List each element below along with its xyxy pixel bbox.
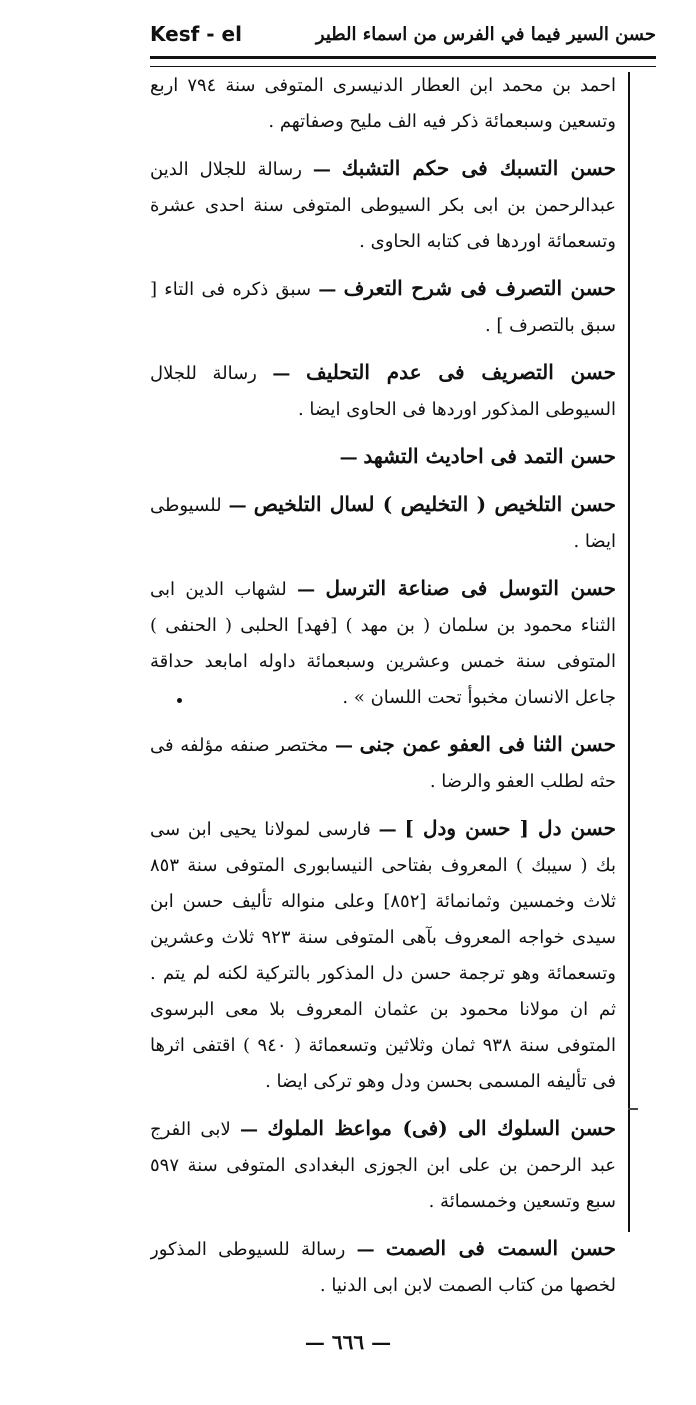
entry-title: حسن السلوك الى (فى) مواعظ الملوك — [267, 1116, 616, 1140]
entry — [150, 150, 616, 260]
margin-tick — [628, 1108, 638, 1110]
entry-title: حسن التصريف فى عدم التحليف — [306, 360, 616, 384]
entry — [150, 354, 616, 428]
page-header — [150, 18, 656, 50]
entry — [150, 1314, 616, 1318]
entry — [150, 438, 616, 476]
entry — [150, 726, 616, 800]
entry-title: حسن التمد فى احاديث التشهد — [363, 444, 616, 468]
entry-separator: — — [228, 495, 247, 516]
entry-separator: — — [318, 279, 337, 300]
entry-title: حسن دل [ حسن ودل ] — [404, 816, 616, 840]
entry-separator: — — [272, 363, 291, 384]
entry — [150, 1110, 616, 1220]
entry-separator: — — [335, 735, 353, 756]
ink-dot — [177, 698, 182, 703]
entry — [150, 1230, 616, 1304]
entry — [150, 486, 616, 560]
entry-separator: — — [356, 1239, 375, 1260]
entry-separator: — — [312, 159, 331, 180]
entry-title: حسن التصرف فى شرح التعرف — [343, 276, 616, 300]
entries-column — [150, 68, 616, 1318]
header-book-title: Kesf - el — [150, 22, 242, 46]
entry — [150, 570, 616, 716]
entry — [150, 270, 616, 344]
margin-rule — [628, 72, 630, 1232]
entry-continuation — [150, 68, 616, 140]
entry-text: احمد بن محمد ابن العطار الدنيسرى المتوفى سنة ٧٩٤ اربع وتسعين وسبعمائة ذكر فيه الف مليح وصفاتهم . — [150, 75, 616, 132]
entry-text: رسالة للجلال السيوطى المذكور اوردها فى الحاوى ايضا . — [150, 363, 616, 420]
entry-separator: — — [297, 579, 316, 600]
entry-text: رسالة للجلال الدين عبدالرحمن بن ابى بكر السيوطى المتوفى سنة احدى عشرة وتسعمائة اوردها فى كتابه الحاوى . — [150, 159, 616, 252]
entry-separator: — — [339, 447, 358, 468]
entry-separator: — — [378, 819, 397, 840]
entry-title: حسن التلخيص ( التخليص ) لسال التلخيص — [253, 492, 616, 516]
entry — [150, 810, 616, 1100]
entry-text: سبق ذكره فى التاء [ سبق بالتصرف ] . — [150, 279, 616, 336]
entry-separator: — — [240, 1119, 259, 1140]
entry-text: فارسى لمولانا يحيى ابن سى بك ( سيبك ) المعروف بفتاحى النيسابورى المتوفى سنة ٨٥٣ ثلاث وخمسين وثمانمائة [٨٥٢] وعلى منواله تأليف حسن ابن سيدى خواجه المعروف بآهى المتوفى سنة ٩٢٣ ثلاث وعشرين وتسعمائة وهو ترجمة حسن دل المذكور بالتركية لكنه لم يتم . ثم ان مولانا محمود بن عثمان المعروف بلا معى البرسوى المتوفى سنة ٩٣٨ ثمان وثلاثين وتسعمائة ( ٩٤٠ ) اقتفى اثرها فى تأليفه المسمى بحسن ودل وهو تركى ايضا . — [150, 819, 616, 1092]
entry-title: حسن السمت فى الصمت — [385, 1236, 616, 1260]
entry-title: حسن الثنا فى العفو عمن جنى — [359, 732, 616, 756]
entry-text: للسيوطى ايضا . — [150, 495, 616, 552]
entry-text: لابى الفرج عبد الرحمن بن على ابن الجوزى البغدادى المتوفى سنة ٥٩٧ سبع وتسعين وخمسمائة . — [150, 1119, 616, 1212]
entry-text: مختصر صنفه مؤلفه فى حثه لطلب العفو والرضا . — [150, 735, 616, 792]
header-running-title: حسن السير فيما في الفرس من اسماء الطير — [315, 23, 656, 45]
entry-text: لشهاب الدين ابى الثناء محمود بن سلمان ( بن مهد ) [فهد] الحلبى ( الحنفى ) المتوفى سنة خمس وعشرين وسبعمائة داوله امابعد حداقة جاعل الانسان مخبوأ تحت اللسان » . — [150, 579, 616, 708]
entry-title: حسن التسبك فى حكم التشبك — [341, 156, 616, 180]
page-number: — ٦٦٦ — — [304, 1330, 392, 1354]
header-rule — [150, 56, 656, 67]
entry-text: رسالة للسيوطى المذكور لخصها من كتاب الصمت لابن ابى الدنيا . — [150, 1239, 616, 1296]
entry-title: حسن التوسل فى صناعة الترسل — [325, 576, 616, 600]
